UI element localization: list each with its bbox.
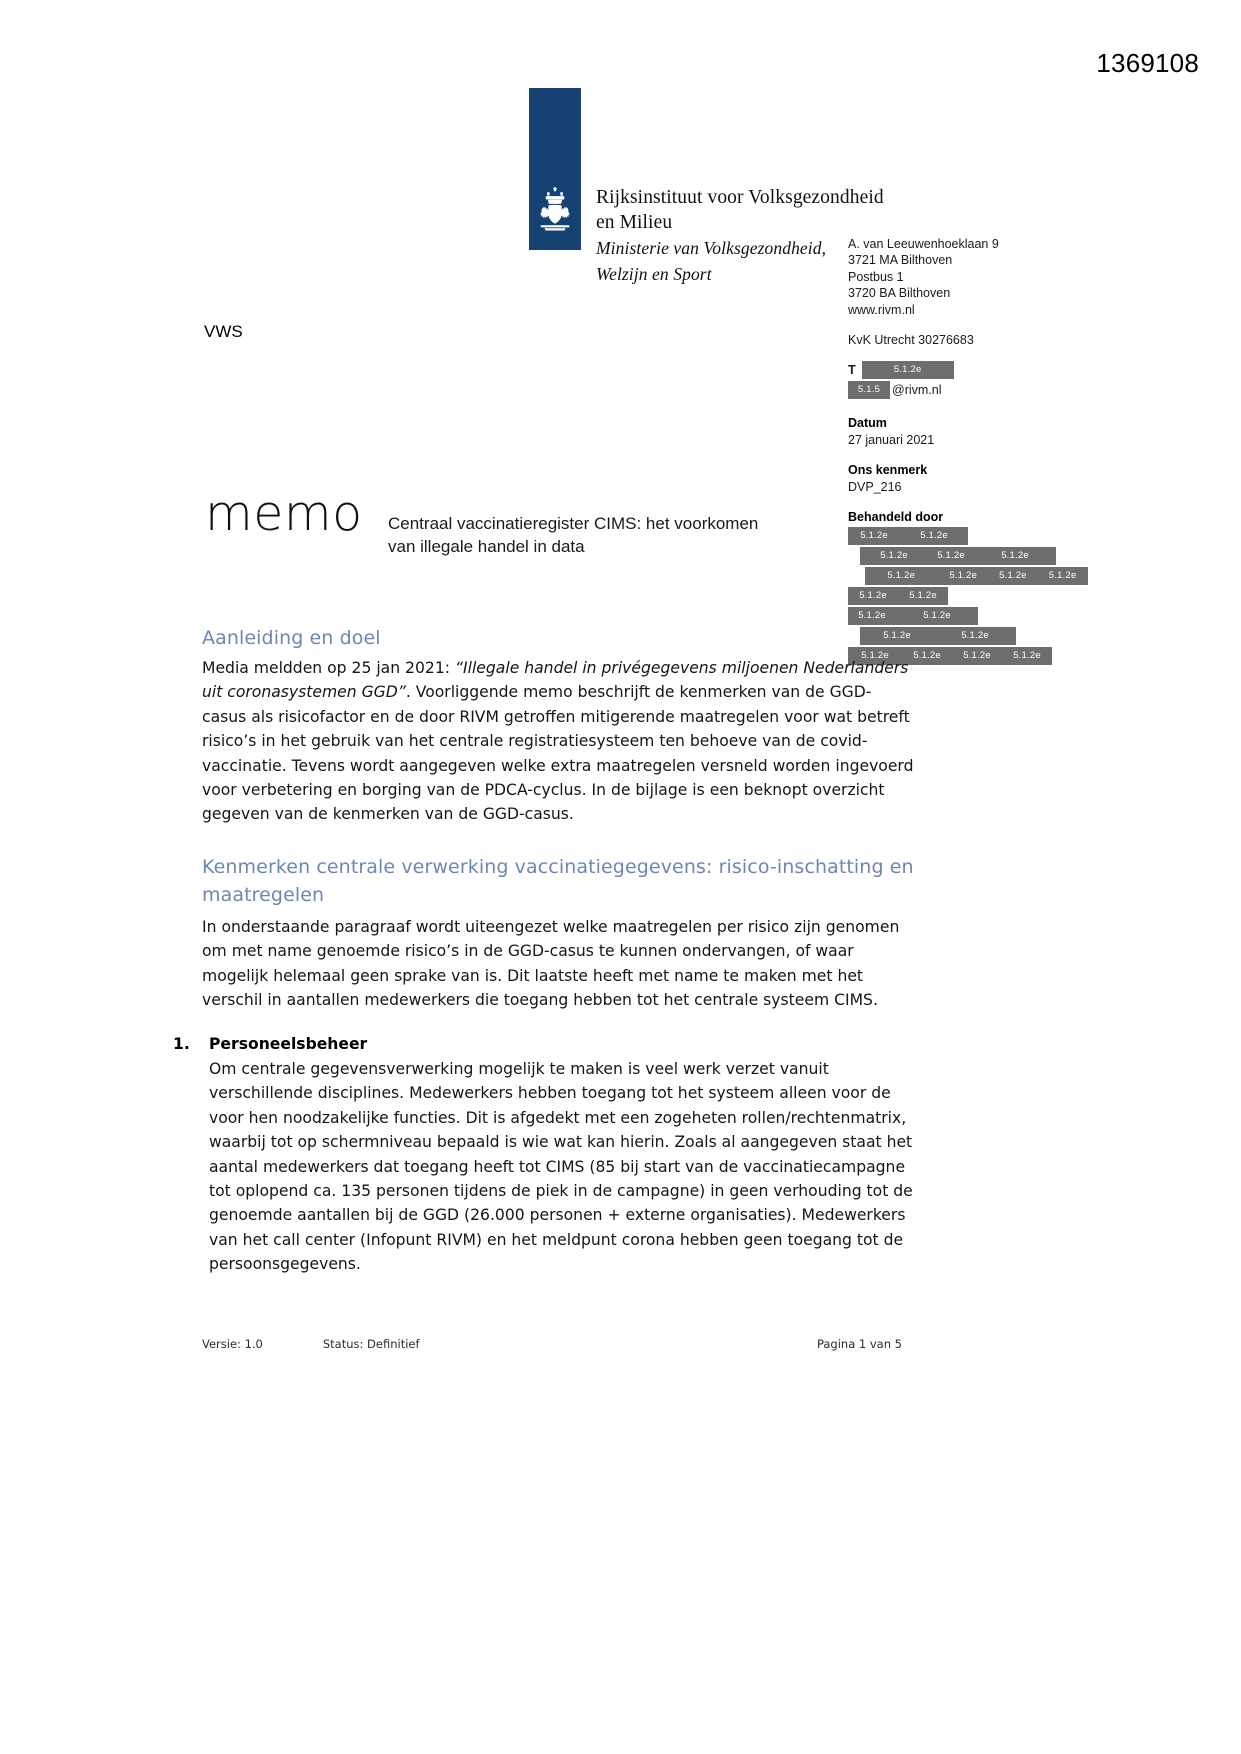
aanleiding-quote: “Illegale handel in privégegevens miljoenen Nederlanders uit coronasystemen GGD” <box>202 659 909 702</box>
redaction-chip: 5.1.2e <box>848 587 898 605</box>
address-line: 3721 MA Bilthoven <box>848 253 953 268</box>
telephone-row <box>848 362 1088 378</box>
redaction-chip: 5.1.2e <box>952 647 1002 665</box>
organisation-line-2: en Milieu <box>596 212 673 233</box>
redaction-chip: 5.1.2e <box>848 647 902 665</box>
datum-value: 27 januari 2021 <box>848 432 935 447</box>
redaction-row <box>848 587 1088 605</box>
redaction-chip: 5.1.2e <box>848 607 896 625</box>
redaction-chip: 5.1.2e <box>898 587 948 605</box>
redaction-chip: 5.1.2e <box>974 547 1056 565</box>
subsection-heading-personeelsbeheer: Personeelsbeheer <box>209 1035 368 1054</box>
paragraph-aanleiding <box>202 656 914 827</box>
aanleiding-body: . Voorliggende memo beschrijft de kenmerken van de GGD-casus als risicofactor en de door RIVM getroffen mitigerende maatregelen voor wat betreft risico’s in het gebruik van het centrale registratiesysteem ten behoeve van de covid-vaccinatie. Tevens wordt aangegeven welke extra maatregelen versneld worden ingevoerd voor verbetering en borging van de PDCA-cyclus. In de bijlage is een beknopt overzicht gegeven van de kenmerken van de GGD-casus. <box>202 683 914 824</box>
redaction-chip: 5.1.2e <box>938 567 989 585</box>
document-metadata-column <box>848 236 1088 667</box>
redaction-row <box>848 567 1088 585</box>
kvk-number: KvK Utrecht 30276683 <box>848 333 974 348</box>
redaction-row <box>848 527 1088 545</box>
website-url[interactable]: www.rivm.nl <box>848 302 915 317</box>
redaction-chip: 5.1.2e <box>865 567 938 585</box>
numbered-section-personeelsbeheer <box>173 1032 914 1276</box>
datum-label: Datum <box>848 416 887 431</box>
redaction-email-user: 5.1.5 <box>848 381 890 399</box>
email-row <box>848 381 1088 398</box>
redaction-chip: 5.1.2e <box>1037 567 1088 585</box>
postal-address <box>848 236 1088 318</box>
redaction-chip: 5.1.2e <box>1002 647 1052 665</box>
telephone-label: T <box>848 363 856 378</box>
netherlands-coat-of-arms-icon <box>529 184 581 236</box>
footer-status: Status: Definitief <box>322 1337 420 1351</box>
redaction-chip: 5.1.2e <box>928 547 974 565</box>
address-line: Postbus 1 <box>848 269 904 284</box>
organisation-line-1: Rijksinstituut voor Volksgezondheid <box>596 187 884 208</box>
kenmerk-label: Ons kenmerk <box>848 463 928 478</box>
addressee: VWS <box>204 322 243 341</box>
section-heading-kenmerken: Kenmerken centrale verwerking vaccinatiegegevens: risico-inschatting en maatregelen <box>202 855 914 906</box>
behandeld-door-label: Behandeld door <box>848 510 944 525</box>
redaction-row <box>848 607 1088 625</box>
redaction-chip: 5.1.2e <box>900 527 968 545</box>
aanleiding-lead: Media meldden op 25 jan 2021: <box>202 659 455 677</box>
page-footer <box>202 1337 902 1351</box>
section-heading-aanleiding: Aanleiding en doel <box>202 627 381 649</box>
kenmerk-value: DVP_216 <box>848 479 902 494</box>
memo-subject-line-1: Centraal vaccinatieregister CIMS: het voorkomen <box>388 514 759 533</box>
redaction-chip: 5.1.2e <box>860 627 934 645</box>
paragraph-personeelsbeheer: Om centrale gegevensverwerking mogelijk te maken is veel werk verzet vanuit verschillende disciplines. Medewerkers hebben toegang tot het systeem alleen voor de voor hen noodzakelijke functies. Dit is afgedekt met een zogeheten rollen/rechtenmatrix, waarbij tot op schermniveau bepaald is wie wat kan hierin. Zoals al aangegeven staat het aantal medewerkers dat toegang heeft tot CIMS (85 bij start van de vaccinatiecampagne tot oplopend ca. 135 personen tijdens de piek in de campagne) in geen verhouding tot de genoemde aantallen bij de GGD (26.000 personen + externe organisaties). Medewerkers van het call center (Infopunt RIVM) en het meldpunt corona hebben geen toegang tot de persoonsgegevens. <box>209 1059 913 1274</box>
redaction-chip: 5.1.2e <box>988 567 1037 585</box>
address-line: A. van Leeuwenhoeklaan 9 <box>848 237 999 251</box>
memo-subject <box>388 512 818 558</box>
redaction-chip: 5.1.2e <box>860 547 928 565</box>
list-number: 1. <box>173 1035 190 1054</box>
memo-subject-line-2: van illegale handel in data <box>388 537 585 556</box>
rivm-logo-bar <box>529 88 581 250</box>
redaction-chip: 5.1.2e <box>848 527 900 545</box>
redaction-row <box>848 547 1088 565</box>
address-line: 3720 BA Bilthoven <box>848 286 951 301</box>
memo-title: memo <box>205 485 363 542</box>
email-domain: @rivm.nl <box>892 382 942 397</box>
redaction-chip: 5.1.2e <box>934 627 1016 645</box>
footer-page-number: Pagina 1 van 5 <box>816 1337 902 1351</box>
footer-version: Versie: 1.0 <box>202 1337 263 1351</box>
paragraph-kenmerken: In onderstaande paragraaf wordt uiteengezet welke maatregelen per risico zijn genomen om met name genoemde risico’s in de GGD-casus te kunnen ondervangen, of waar mogelijk helemaal geen sprake van is. Dit laatste heeft met name te maken met het verschil in aantallen medewerkers die toegang hebben tot het centrale systeem CIMS. <box>202 917 900 1010</box>
document-body <box>173 624 914 1277</box>
ministry-line-1: Ministerie van Volksgezondheid, <box>596 238 827 258</box>
document-id: 1369108 <box>1096 48 1199 78</box>
redaction-chip: 5.1.2e <box>896 607 978 625</box>
redaction-chip: 5.1.2e <box>902 647 952 665</box>
ministry-line-2: Welzijn en Sport <box>596 264 712 284</box>
redaction-telephone: 5.1.2e <box>862 361 954 379</box>
